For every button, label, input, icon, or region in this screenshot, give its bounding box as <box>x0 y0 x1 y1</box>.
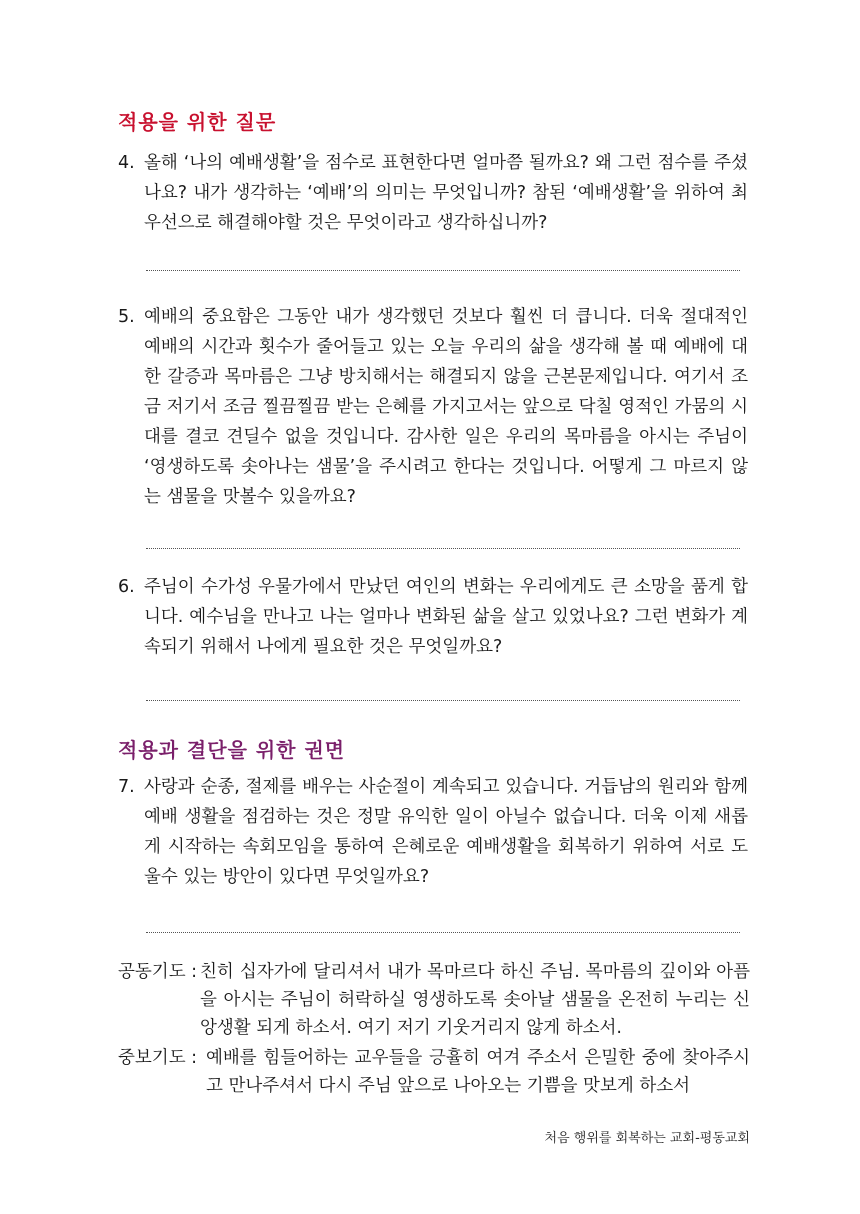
question-item <box>118 148 748 238</box>
intercessory-prayer <box>118 1044 750 1100</box>
prayer-label: 공동기도 : <box>118 962 198 982</box>
question-number: 6. <box>118 577 135 597</box>
page-footer: 처음 행위를 회복하는 교회-평동교회 <box>544 1131 750 1146</box>
answer-line <box>146 700 740 701</box>
section-heading-exhortation: 적용과 결단을 위한 권면 <box>118 738 346 762</box>
answer-line <box>146 548 740 549</box>
answer-line <box>146 270 740 271</box>
section-heading-questions: 적용을 위한 질문 <box>118 110 277 134</box>
question-item <box>118 772 748 892</box>
question-text: 주님이 수가성 우물가에서 만났던 여인의 변화는 우리에게도 큰 소망을 품게 합니다. 예수님을 만나고 나는 얼마나 변화된 삶을 살고 있었나요? 그런 변화가 계속되기 위해서 나에게 필요한 것은 무엇일까요? <box>144 577 748 657</box>
question-text: 올해 ‘나의 예배생활’을 점수로 표현한다면 얼마쯤 될까요? 왜 그런 점수를 주셨나요? 내가 생각하는 ‘예배’의 의미는 무엇입니까? 참된 ‘예배생활’을 위하여 최우선으로 해결해야할 것은 무엇이라고 생각하십니까? <box>144 153 748 233</box>
question-text: 예배의 중요함은 그동안 내가 생각했던 것보다 훨씬 더 큽니다. 더욱 절대적인 예배의 시간과 횟수가 줄어들고 있는 오늘 우리의 삶을 생각해 볼 때 예배에 대한 갈증과 목마름은 그냥 방치해서는 해결되지 않을 근본문제입니다. 여기서 조금 저기서 조금 찔끔찔끔 받는 은혜를 가지고서는 앞으로 닥칠 영적인 가뭄의 시대를 결코 견딜수 없을 것입니다. 감사한 일은 우리의 목마름을 아시는 주님이 ‘영생하도록 솟아나는 샘물’을 주시려고 한다는 것입니다. 어떻게 그 마르지 않는 샘물을 맛볼수 있을까요? <box>144 307 748 507</box>
question-item <box>118 572 748 662</box>
question-item <box>118 302 748 512</box>
question-text: 사랑과 순종, 절제를 배우는 사순절이 계속되고 있습니다. 거듭남의 원리와 함께 예배 생활을 점검하는 것은 정말 유익한 일이 아닐수 없습니다. 더욱 이제 새롭게 시작하는 속회모임을 통하여 은혜로운 예배생활을 회복하기 위하여 서로 도울수 있는 방안이 있다면 무엇일까요? <box>144 777 748 887</box>
question-number: 7. <box>118 777 135 797</box>
prayer-text: 친히 십자가에 달리셔서 내가 목마르다 하신 주님. 목마름의 깊이와 아픔을 아시는 주님이 허락하실 영생하도록 솟아날 샘물을 온전히 누리는 신앙생활 되게 하소서. 여기 저기 기웃거리지 않게 하소서. <box>200 962 750 1038</box>
question-number: 4. <box>118 153 135 173</box>
prayer-label: 중보기도 : <box>118 1048 198 1068</box>
question-number: 5. <box>118 307 135 327</box>
common-prayer <box>118 958 750 1042</box>
answer-line <box>146 932 740 933</box>
prayer-text: 예배를 힘들어하는 교우들을 긍휼히 여겨 주소서 은밀한 중에 찾아주시고 만나주셔서 다시 주님 앞으로 나아오는 기쁨을 맛보게 하소서 <box>206 1048 750 1096</box>
